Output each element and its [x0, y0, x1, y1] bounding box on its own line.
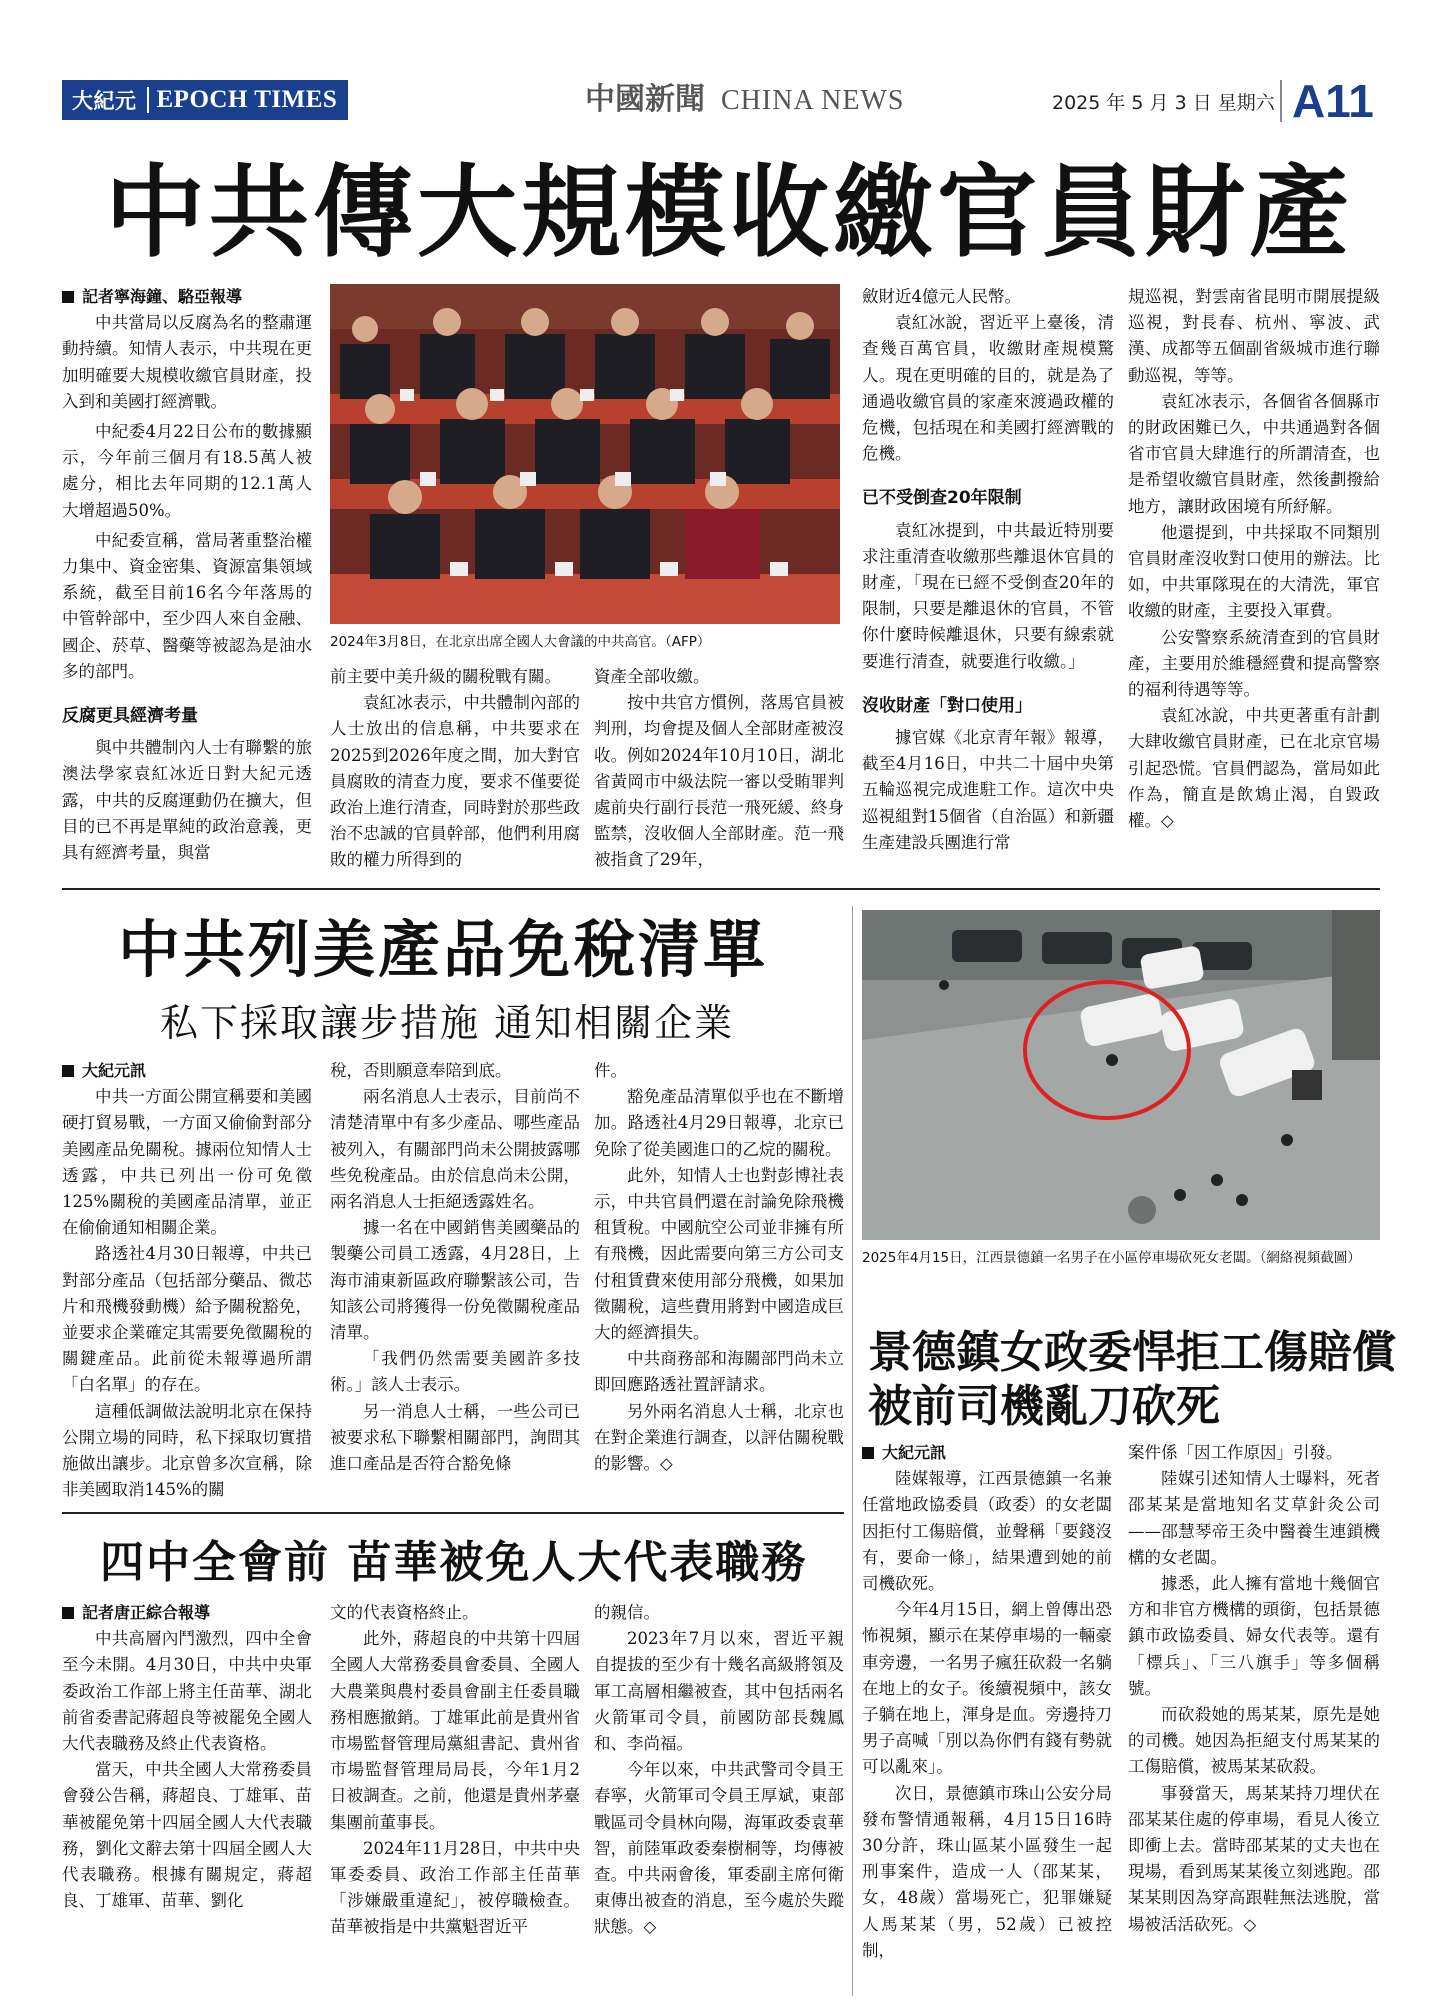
article2-col2 [330, 1058, 580, 1477]
paragraph: 件。 [594, 1061, 627, 1080]
paragraph: 案件係「因工作原因」引發。 [1128, 1443, 1343, 1462]
paragraph: 中共商務部和海關部門尚未立即回應路透社置評請求。 [594, 1349, 844, 1395]
paragraph: 中共高層內鬥激烈，四中全會至今未開。4月30日，中共中央軍委政治工作部上將主任苗華、湖北前省委書記蔣超良等被罷免全國人大代表職務及終止代表資格。 [62, 1629, 312, 1754]
paragraph: 前主要中美升級的關稅戰有關。 [330, 667, 561, 686]
article4-col1 [862, 1440, 1112, 1964]
paragraph: 中紀委宣稱，當局著重整治權力集中、資金密集、資源富集領域系統，截至目前16名今年落馬的中管幹部中，至少四人來自金融、國企、菸草、醫藥等被認為是油水多的部門。 [62, 530, 312, 681]
paragraph: 的親信。 [594, 1603, 660, 1622]
paragraph: 2024年11月28日，中共中央軍委委員、政治工作部主任苗華「涉嫌嚴重違紀」，被停職檢查。苗華被指是中共黨魁習近平 [330, 1838, 580, 1937]
paragraph: 兩名消息人士表示，目前尚不清楚清單中有多少產品、哪些產品被列入，有關部門尚未公開披露哪些免稅產品。由於信息尚未公開，兩名消息人士拒絕透露姓名。 [330, 1087, 580, 1212]
paragraph: 袁紅冰提到，中共最近特別要求注重清查收繳那些離退休官員的財產，「現在已經不受倒查20年的限制，只要是離退休的官員，不管你什麼時候離退休，只要有線索就要進行清查，就要進行收繳。」 [862, 520, 1114, 671]
article1-col4 [862, 284, 1114, 856]
npc-officials-photo [330, 284, 840, 624]
paragraph: 與中共體制內人士有聯繫的旅澳法學家袁紅冰近日對大紀元透露，中共的反腐運動仍在擴大，但目的已不再是單純的政治意義，更具有經濟考量，與當 [62, 738, 312, 863]
paragraph: 斂財近4億元人民幣。 [862, 287, 1021, 306]
article1-headline: 中共傳大規模收繳官員財產 [105, 154, 1353, 271]
article2-col3 [594, 1058, 844, 1477]
article3-col3 [594, 1600, 844, 1941]
logo-chinese: 大紀元 [72, 89, 137, 113]
byline-square-icon [62, 1607, 74, 1619]
paragraph: 當天，中共全國人大常務委員會發公告稱，蔣超良、丁雄軍、苗華被罷免第十四屆全國人大代表職務，劉化文辭去第十四屆全國人大代表職務。根據有關規定，蔣超良、丁雄軍、苗華、劉化 [62, 1760, 312, 1911]
article4-byline: 大紀元訊 [862, 1440, 1112, 1466]
byline-square-icon [62, 291, 74, 303]
logo-divider [147, 87, 149, 113]
paragraph: 另外兩名消息人士稱，北京也在對企業進行調查，以評估關稅戰的影響。◇ [594, 1401, 844, 1474]
article3-byline: 記者唐正綜合報導 [62, 1600, 312, 1626]
paragraph: 公安警察系統清查到的官員財產，主要用於維穩經費和提高警察的福利待遇等等。 [1128, 627, 1380, 700]
paragraph: 按中共官方慣例，落馬官員被判刑，均會提及個人全部財產被沒收。例如2024年10月10日，湖北省黃岡市中級法院一審以受賄罪判處前央行副行長范一飛死緩、終身監禁，沒收個人全部財產。范一飛被指貪了29年， [594, 693, 844, 870]
article4-headline-line2: 被前司機亂刀砍死 [868, 1381, 1220, 1432]
subheading: 沒收財產「對口使用」 [862, 695, 1032, 716]
paragraph: 據官媒《北京青年報》報導，截至4月16日，中共二十屆中央第五輪巡視完成進駐工作。這次中央巡視組對15個省（自治區）和新疆生產建設兵團進行常 [862, 728, 1114, 852]
article3-headline: 四中全會前 苗華被免人大代表職務 [100, 1537, 808, 1588]
paragraph: 他還提到，中共採取不同類別官員財產沒收對口使用的辦法。比如，中共軍隊現在的大清洗，軍官收繳的財產，主要投入軍費。 [1128, 522, 1380, 621]
article3-col2 [330, 1600, 580, 1941]
paragraph: 規巡視，對雲南省昆明市開展提級巡視，對長春、杭州、寧波、武漢、成都等五個副省級城市進行聯動巡視，等等。 [1128, 287, 1380, 385]
byline-square-icon [862, 1447, 874, 1459]
paragraph: 袁紅冰表示，各個省各個縣市的財政困難已久，中共通過對各個省市官員大肆進行的所謂清查，也是希望收繳官員財產，然後劃撥給地方，讓財政困境有所紓解。 [1128, 391, 1380, 516]
paragraph: 此外，蔣超良的中共第十四屆全國人大常務委員會委員、全國人大農業與農村委員會副主任委員職務相應撤銷。丁雄軍此前是貴州省市場監督管理局黨組書記、貴州省市場監督管理局局長，今年1月2日被調查。之前，他還是貴州茅臺集團前董事長。 [330, 1629, 580, 1832]
paragraph: 2023年7月以來，習近平親自提拔的至少有十幾名高級將領及軍工高層相繼被查，其中包括兩名火箭軍司令員，前國防部長魏鳳和、李尚福。 [594, 1629, 844, 1754]
paragraph: 另一消息人士稱，一些公司已被要求私下聯繫相關部門，詢問其進口產品是否符合豁免條 [330, 1401, 580, 1474]
epoch-times-logo [62, 80, 348, 120]
paragraph: 中共一方面公開宣稱要和美國硬打貿易戰，一方面又偷偷對部分美國產品免關稅。據兩位知情人士透露，中共已列出一份可免徵125%關稅的美國產品清單，並正在偷偷通知相關企業。 [62, 1087, 312, 1238]
paragraph: 袁紅冰表示，中共體制內部的人士放出的信息稱，中共要求在2025到2026年度之間，加大對官員腐敗的清查力度，要求不僅要從政治上進行清查，同時對於那些政治不忠誠的官員幹部，他們利用腐敗的權力所得到的 [330, 693, 580, 870]
parking-lot-video-photo [862, 910, 1380, 1240]
paragraph: 今年以來，中共武警司令員王春寧，火箭軍司令員王厚斌，東部戰區司令員林向陽，海軍政委袁華智，前陸軍政委秦樹桐等，均傳被查。中共兩會後，軍委副主席何衛東傳出被查的消息，至今處於失蹤狀態。◇ [594, 1760, 844, 1937]
paragraph: 據一名在中國銷售美國藥品的製藥公司員工透露，4月28日，上海市浦東新區政府聯繫該公司，告知該公司將獲得一份免徵關稅產品清單。 [330, 1218, 580, 1343]
section-title: 中國新聞 CHINA NEWS [585, 82, 905, 117]
paragraph: 袁紅冰說，中共更著重有計劃大肆收繳官員財產，已在北京官場引起恐慌。官員們認為，當局如此作為，簡直是飲鴆止渴，自毀政權。◇ [1128, 706, 1380, 831]
paragraph: 而砍殺她的馬某某，原先是她的司機。她因為拒絕支付馬某某的工傷賠償，被馬某某砍殺。 [1128, 1705, 1380, 1777]
paragraph: 這種低調做法說明北京在保持公開立場的同時，私下採取切實措施做出讓步。北京曾多次宣稱，除非美國取消145%的關 [62, 1401, 312, 1500]
parking-lot-graphic [862, 910, 1380, 1240]
paragraph: 次日，景德鎮市珠山公安分局發布警情通報稱，4月15日16時30分許，珠山區某小區發生一起刑事案件，造成一人（邵某某，女，48歲）當場死亡，犯罪嫌疑人馬某某（男，52歲）已被控制， [862, 1783, 1112, 1960]
article1-byline: 記者寧海鐘、駱亞報導 [62, 284, 312, 310]
page-number: A11 [1292, 75, 1374, 127]
paragraph: 文的代表資格終止。 [330, 1603, 479, 1622]
article1-col2 [330, 664, 580, 874]
article2-byline: 大紀元訊 [62, 1058, 312, 1084]
subheading: 反腐更具經濟考量 [62, 706, 198, 727]
paragraph: 「我們仍然需要美國許多技術。」該人士表示。 [330, 1349, 580, 1395]
byline-square-icon [62, 1065, 74, 1077]
paragraph: 據悉，此人擁有當地十幾個官方和非官方機構的頭銜，包括景德鎮市政協委員、婦女代表等。還有「標兵」、「三八旗手」等多個稱號。 [1128, 1574, 1380, 1698]
section-divider [62, 1512, 844, 1514]
paragraph: 陸媒引述知情人士曝料，死者邵某某是當地知名艾草針灸公司——邵慧琴帝王灸中醫養生連鎖機構的女老闆。 [1128, 1469, 1380, 1567]
paragraph: 中紀委4月22日公布的數據顯示，今年前三個月有18.5萬人被處分，相比去年同期的12.1萬人大增超過50%。 [62, 422, 312, 520]
column-divider [852, 906, 853, 1996]
paragraph: 今年4月15日，網上曾傳出恐怖視頻，顯示在某停車場的一輛豪車旁邊，一名男子瘋狂砍殺一名躺在地上的女子。後續視頻中，該女子躺在地上，渾身是血。旁邊持刀男子高喊「別以為你們有錢有勢就可以亂來」。 [862, 1600, 1112, 1777]
paragraph: 中共當局以反腐為名的整肅運動持續。知情人表示，中共現在更加明確要大規模收繳官員財產，投入到和美國打經濟戰。 [62, 313, 312, 411]
paragraph: 豁免產品清單似乎也在不斷增加。路透社4月29日報導，北京已免除了從美國進口的乙烷的關稅。 [594, 1087, 844, 1159]
article1-photo-caption: 2024年3月8日，在北京出席全國人大會議的中共高官。（AFP） [330, 634, 711, 650]
article2-subhead: 私下採取讓步措施 通知相關企業 [160, 1001, 735, 1045]
article4-photo-caption: 2025年4月15日，江西景德鎮一名男子在小區停車場砍死女老闆。（網絡視頻截圖） [862, 1250, 1361, 1266]
paragraph: 此外，知情人士也對彭博社表示，中共官員們還在討論免除飛機租賃稅。中國航空公司並非擁有所有飛機，因此需要向第三方公司支付租賃費來使用部分飛機，如果加徵關稅，這些費用將對中國造成巨大的經濟損失。 [594, 1165, 844, 1343]
issue-date: 2025 年 5 月 3 日 星期六 [1052, 92, 1275, 114]
article1-col3 [594, 664, 844, 874]
paragraph: 稅，否則願意奉陪到底。 [330, 1061, 512, 1080]
paragraph: 路透社4月30日報導，中共已對部分產品（包括部分藥品、微芯片和飛機發動機）給予關稅豁免，並要求企業確定其需要免徵關稅的關鍵產品。此前從未報導過所謂「白名單」的存在。 [62, 1244, 312, 1395]
article1-col1 [62, 284, 312, 866]
section-divider [62, 888, 1380, 890]
paragraph: 資產全部收繳。 [594, 667, 710, 686]
subheading: 已不受倒查20年限制 [862, 488, 1022, 509]
article4-col2 [1128, 1440, 1380, 1938]
paragraph: 袁紅冰說，習近平上臺後，清查幾百萬官員，收繳財產規模驚人。現在更明確的目的，就是為了通過收繳官員的家產來渡過政權的危機，包括現在和美國打經濟戰的危機。 [862, 313, 1114, 464]
paragraph: 陸媒報導，江西景德鎮一名兼任當地政協委員（政委）的女老闆因拒付工傷賠償，並聲稱「要錢沒有，要命一條」，結果遭到她的前司機砍死。 [862, 1469, 1112, 1594]
section-title-en: CHINA NEWS [721, 85, 905, 116]
paragraph: 事發當天，馬某某持刀埋伏在邵某某住處的停車場，看見人後立即衝上去。當時邵某某的丈夫也在現場，看到馬某某後立刻逃跑。邵某某則因為穿高跟鞋無法逃脫，當場被活活砍死。◇ [1128, 1783, 1380, 1934]
article3-col1 [62, 1600, 312, 1914]
masthead-divider [1280, 80, 1282, 122]
officials-photo-graphic [330, 284, 840, 624]
article4-headline-line1: 景德鎮女政委悍拒工傷賠償 [868, 1327, 1396, 1378]
article1-col5 [1128, 284, 1380, 834]
logo-english: EPOCH TIMES [156, 86, 338, 113]
article2-col1 [62, 1058, 312, 1503]
article2-headline: 中共列美產品免稅清單 [118, 913, 769, 986]
